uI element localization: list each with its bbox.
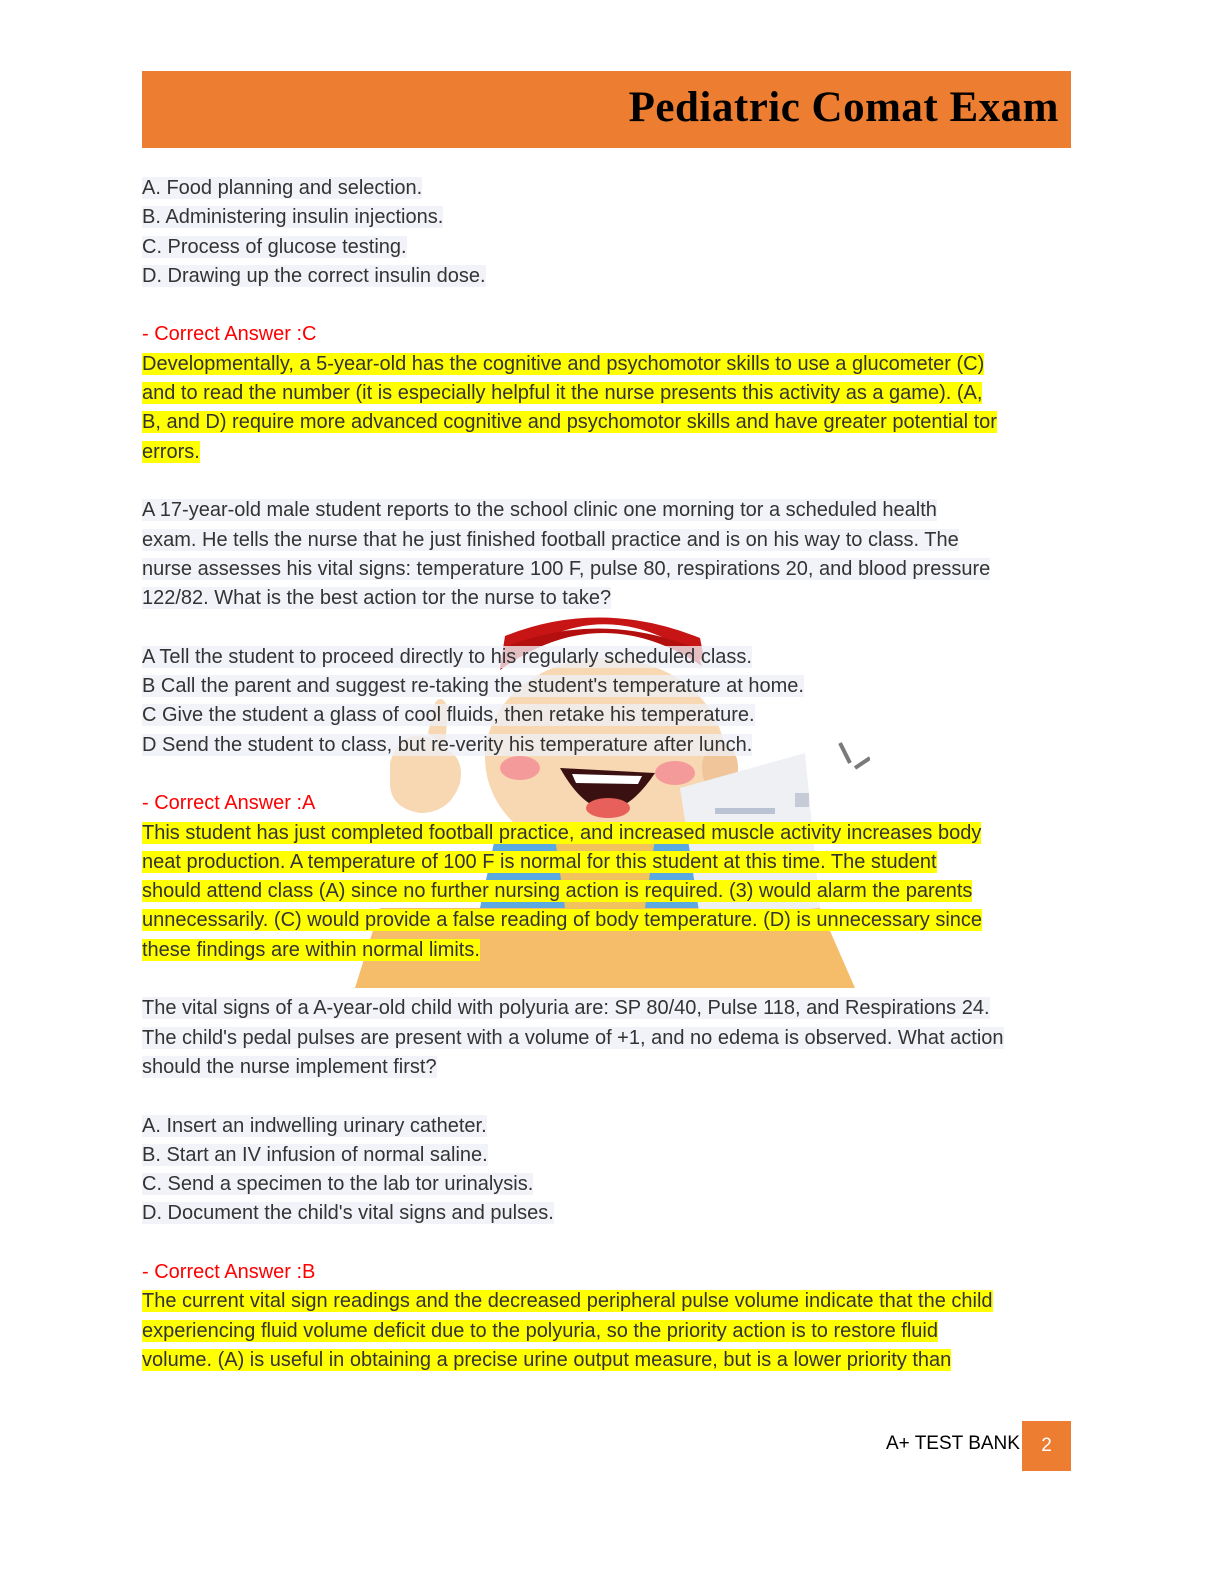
q2-rationale-line: neat production. A temperature of 100 F is normal for this student at this time. The student <box>142 850 937 873</box>
q1-option-c: C. Process of glucose testing. <box>142 235 407 258</box>
header-banner <box>142 71 1071 148</box>
q2-rationale-line: these findings are within normal limits. <box>142 938 480 961</box>
q1-rationale-line: B, and D) require more advanced cognitive and psychomotor skills and have greater potential tor <box>142 411 997 434</box>
q2-question-line: nurse assesses his vital signs: temperature 100 F, pulse 80, respirations 20, and blood pressure <box>142 557 991 580</box>
q2-rationale-line: should attend class (A) since no further nursing action is required. (3) would alarm the parents <box>142 880 973 903</box>
q3-rationale <box>142 1287 1077 1375</box>
q2-question-line: exam. He tells the nurse that he just finished football practice and is on his way to class. The <box>142 528 959 551</box>
q2-correct-answer: - Correct Answer :A <box>142 792 316 815</box>
page-number: 2 <box>1022 1421 1071 1471</box>
q3-rationale-line: experiencing fluid volume deficit due to the polyuria, so the priority action is to restore fluid <box>142 1319 938 1342</box>
q1-rationale-line: errors. <box>142 440 200 463</box>
q3-correct-answer: - Correct Answer :B <box>142 1260 316 1283</box>
document-title: Pediatric Comat Exam <box>628 84 1059 131</box>
q3-question-line: should the nurse implement first? <box>142 1055 437 1078</box>
footer-label: A+ TEST BANK <box>886 1433 1020 1454</box>
q2-rationale-line: unnecessarily. (C) would provide a false reading of body temperature. (D) is unnecessary since <box>142 909 983 932</box>
q1-option-a: A. Food planning and selection. <box>142 177 423 199</box>
q2-question <box>142 496 1077 613</box>
q1-option-d: D. Drawing up the correct insulin dose. <box>142 264 486 287</box>
q1-correct-answer: - Correct Answer :C <box>142 323 317 346</box>
q1-rationale-line: Developmentally, a 5-year-old has the cognitive and psychomotor skills to use a glucometer (C) <box>142 352 985 375</box>
q3-option-c: C. Send a specimen to the lab tor urinalysis. <box>142 1173 534 1196</box>
document-body <box>142 174 1077 1375</box>
q2-option-c: C Give the student a glass of cool fluids, then retake his temperature. <box>142 704 755 727</box>
q2-option-a: A Tell the student to proceed directly to his regularly scheduled class. <box>142 645 752 668</box>
q1-rationale-line: and to read the number (it is especially helpful it the nurse presents this activity as a game). (A, <box>142 382 983 405</box>
q2-rationale <box>142 819 1077 965</box>
q1-option-b: B. Administering insulin injections. <box>142 206 444 229</box>
q1-rationale <box>142 350 1077 467</box>
q3-question-line: The vital signs of a A-year-old child with polyuria are: SP 80/40, Pulse 118, and Respirations 24. <box>142 997 990 1020</box>
q2-options <box>142 643 1077 760</box>
q3-option-d: D. Document the child's vital signs and pulses. <box>142 1202 554 1225</box>
q2-rationale-line: This student has just completed football practice, and increased muscle activity increases body <box>142 821 982 844</box>
q3-rationale-line: The current vital sign readings and the decreased peripheral pulse volume indicate that the child <box>142 1290 993 1313</box>
q1-options <box>142 174 1077 291</box>
q3-question-line: The child's pedal pulses are present with a volume of +1, and no edema is observed. What action <box>142 1026 1004 1049</box>
q3-options <box>142 1112 1077 1229</box>
q2-question-line: 122/82. What is the best action tor the nurse to take? <box>142 587 612 610</box>
q2-question-line: A 17-year-old male student reports to the school clinic one morning tor a scheduled health <box>142 499 937 522</box>
q2-option-b: B Call the parent and suggest re-taking the student's temperature at home. <box>142 675 804 698</box>
q3-option-b: B. Start an IV infusion of normal saline. <box>142 1143 488 1166</box>
q3-option-a: A. Insert an indwelling urinary catheter. <box>142 1114 487 1137</box>
q3-rationale-line: volume. (A) is useful in obtaining a precise urine output measure, but is a lower priority than <box>142 1348 952 1371</box>
q2-option-d: D Send the student to class, but re-verity his temperature after lunch. <box>142 733 753 756</box>
q3-question <box>142 994 1077 1082</box>
